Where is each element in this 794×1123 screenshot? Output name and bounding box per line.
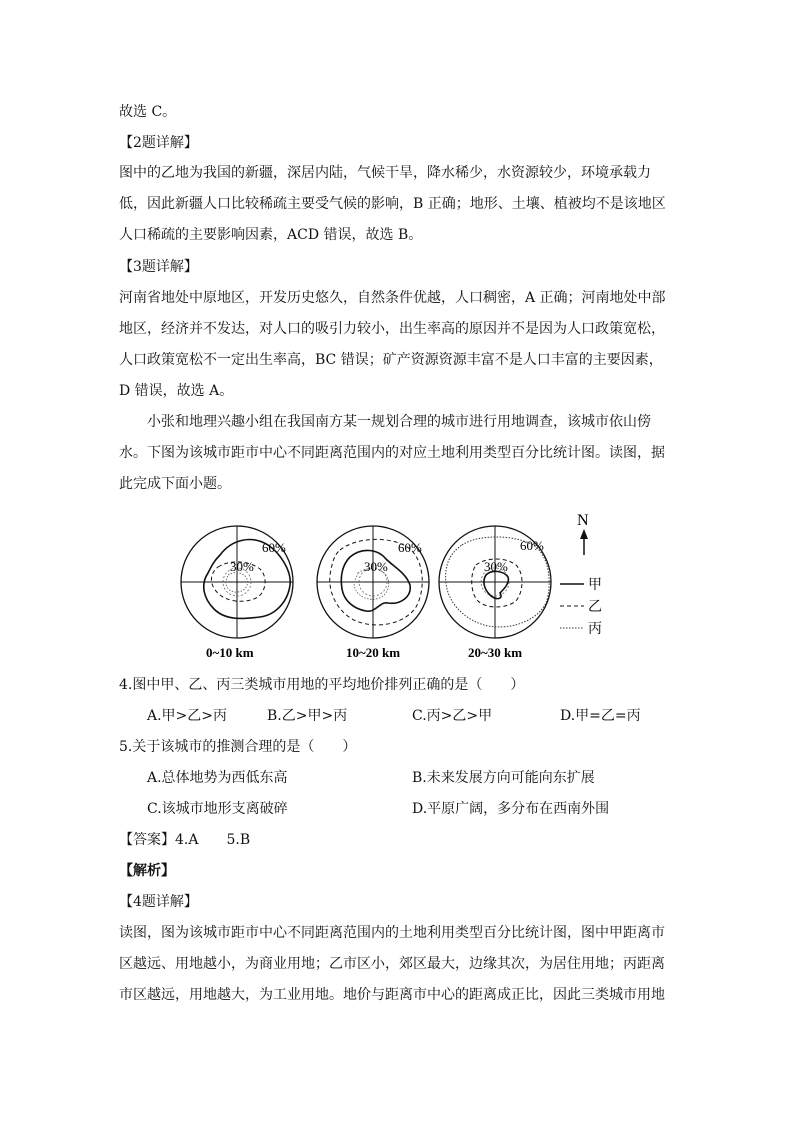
question-5-stem: 5.关于该城市的推测合理的是（ ） [119, 739, 357, 755]
q4-option-c: C.丙>乙>甲 [412, 708, 493, 724]
intro-line: 水。下图为该城市距市中心不同距离范围内的对应土地利用类型百分比统计图。读图，据 [119, 445, 665, 461]
q4-option-a: A.甲>乙>丙 [147, 708, 228, 724]
ring-label-60: 60% [398, 540, 422, 555]
text-line: 图中的乙地为我国的新疆，深居内陆，气候干旱，降水稀少，水资源较少，环境承载力 [119, 165, 651, 181]
section-heading: 【3题详解】 [119, 259, 198, 275]
q5-option-b: B.未来发展方向可能向东扩展 [412, 770, 595, 786]
q5-option-c: C.该城市地形支离破碎 [147, 801, 288, 817]
ring-label-30: 30% [364, 559, 388, 574]
panel-10-20km [317, 526, 429, 660]
section-heading: 【2题详解】 [119, 135, 198, 151]
ring-label-60: 60% [520, 538, 544, 553]
intro-line: 小张和地理兴趣小组在我国南方某一规划合理的城市进行用地调查，该城市依山傍 [147, 414, 651, 430]
text-line: 河南省地处中原地区，开发历史悠久，自然条件优越，人口稠密，A 正确；河南地处中部 [119, 290, 666, 306]
legend-bing: 丙 [588, 622, 602, 637]
question-4-stem: 4.图中甲、乙、丙三类城市用地的平均地价排列正确的是（ ） [119, 677, 525, 693]
legend-yi: 乙 [588, 600, 602, 615]
north-label: N [577, 512, 589, 529]
text-line: D 错误，故选 A。 [119, 383, 234, 399]
north-arrow [577, 512, 589, 555]
panel-label: 20~30 km [468, 645, 523, 660]
analysis-heading: 【解析】 [119, 863, 175, 879]
text-line: 市区越远，用地越大，为工业用地。地价与距离市中心的距离成正比，因此三类城市用地 [119, 987, 665, 1003]
q5-option-d: D.平原广阔，多分布在西南外围 [412, 801, 610, 817]
panel-label: 0~10 km [206, 645, 254, 660]
ring-label-30: 30% [484, 559, 508, 574]
section-heading: 【4题详解】 [119, 894, 198, 910]
answer-line: 【答案】4.A 5.B [119, 832, 251, 848]
text-line: 人口政策宽松不一定出生率高，BC 错误；矿产资源资源丰富不是人口丰富的主要因素， [119, 352, 663, 368]
text-line: 人口稀疏的主要影响因素，ACD 错误，故选 B。 [119, 227, 423, 243]
text-line: 地区，经济并不发达，对人口的吸引力较小，出生率高的原因并不是因为人口政策宽松， [119, 321, 665, 337]
text-line: 故选 C。 [119, 104, 177, 120]
panel-label: 10~20 km [346, 645, 401, 660]
text-line: 低，因此新疆人口比较稀疏主要受气候的影响，B 正确；地形、土壤、植被均不是该地区 [119, 196, 666, 212]
ring-label-60: 60% [262, 540, 286, 555]
panel-0-10km [181, 526, 293, 660]
ring-label-30: 30% [230, 559, 254, 574]
legend [560, 577, 602, 637]
panel-20-30km [439, 526, 551, 660]
text-line: 读图，图为该城市距市中心不同距离范围内的土地利用类型百分比统计图，图中甲距离市 [119, 925, 665, 941]
legend-jia: 甲 [588, 578, 602, 593]
land-use-figure [180, 505, 620, 665]
q4-option-d: D.甲=乙=丙 [560, 708, 641, 724]
q4-option-b: B.乙>甲>丙 [267, 708, 348, 724]
q5-option-a: A.总体地势为西低东高 [147, 770, 288, 786]
intro-line: 此完成下面小题。 [119, 476, 231, 492]
text-line: 区越远、用地越小，为商业用地；乙市区小，郊区最大，边缘其次，为居住用地；丙距离 [119, 956, 665, 972]
